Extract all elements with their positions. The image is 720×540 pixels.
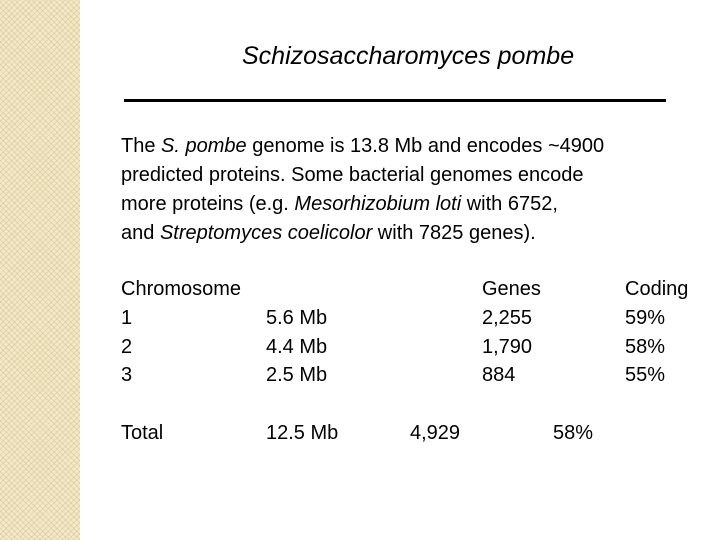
total-label: Total bbox=[121, 422, 164, 444]
paragraph-line-1 bbox=[121, 132, 717, 161]
row-3-chromosome: 3 bbox=[121, 364, 133, 386]
row-3-genes: 884 bbox=[482, 364, 516, 386]
species-name: Mesorhizobium loti bbox=[294, 193, 462, 215]
text-run: more proteins (e.g. bbox=[121, 193, 295, 215]
row-1-size: 5.6 Mb bbox=[266, 307, 328, 329]
paragraph-line-2: predicted proteins. Some bacterial genomes encode bbox=[121, 164, 584, 186]
paragraph-line-3 bbox=[121, 190, 717, 219]
species-name: Streptomyces coelicolor bbox=[159, 222, 373, 244]
row-2-size: 4.4 Mb bbox=[266, 336, 328, 358]
text-run: with 6752, bbox=[461, 193, 558, 215]
total-size: 12.5 Mb bbox=[266, 422, 339, 444]
slide-title: Schizosaccharomyces pombe bbox=[242, 42, 575, 70]
total-genes: 4,929 bbox=[410, 422, 461, 444]
text-run: genome is 13.8 Mb and encodes ~4900 bbox=[246, 135, 605, 157]
species-name: S. pombe bbox=[161, 135, 247, 157]
intro-paragraph bbox=[121, 132, 717, 248]
row-2-genes: 1,790 bbox=[482, 336, 533, 358]
text-run: The bbox=[121, 135, 162, 157]
header-chromosome: Chromosome bbox=[121, 278, 242, 300]
paragraph-line-4 bbox=[121, 219, 717, 248]
row-1-genes: 2,255 bbox=[482, 307, 533, 329]
title-underline bbox=[124, 99, 666, 102]
header-genes: Genes bbox=[482, 278, 541, 300]
row-2-chromosome: 2 bbox=[121, 336, 133, 358]
row-3-coding: 55% bbox=[625, 364, 666, 386]
text-run: and bbox=[121, 222, 160, 244]
header-coding: Coding bbox=[625, 278, 689, 300]
total-coding: 58% bbox=[553, 422, 594, 444]
row-2-coding: 58% bbox=[625, 336, 666, 358]
decorative-sidebar bbox=[0, 0, 80, 540]
row-1-coding: 59% bbox=[625, 307, 666, 329]
row-1-chromosome: 1 bbox=[121, 307, 133, 329]
row-3-size: 2.5 Mb bbox=[266, 364, 328, 386]
text-run: with 7825 genes). bbox=[372, 222, 536, 244]
